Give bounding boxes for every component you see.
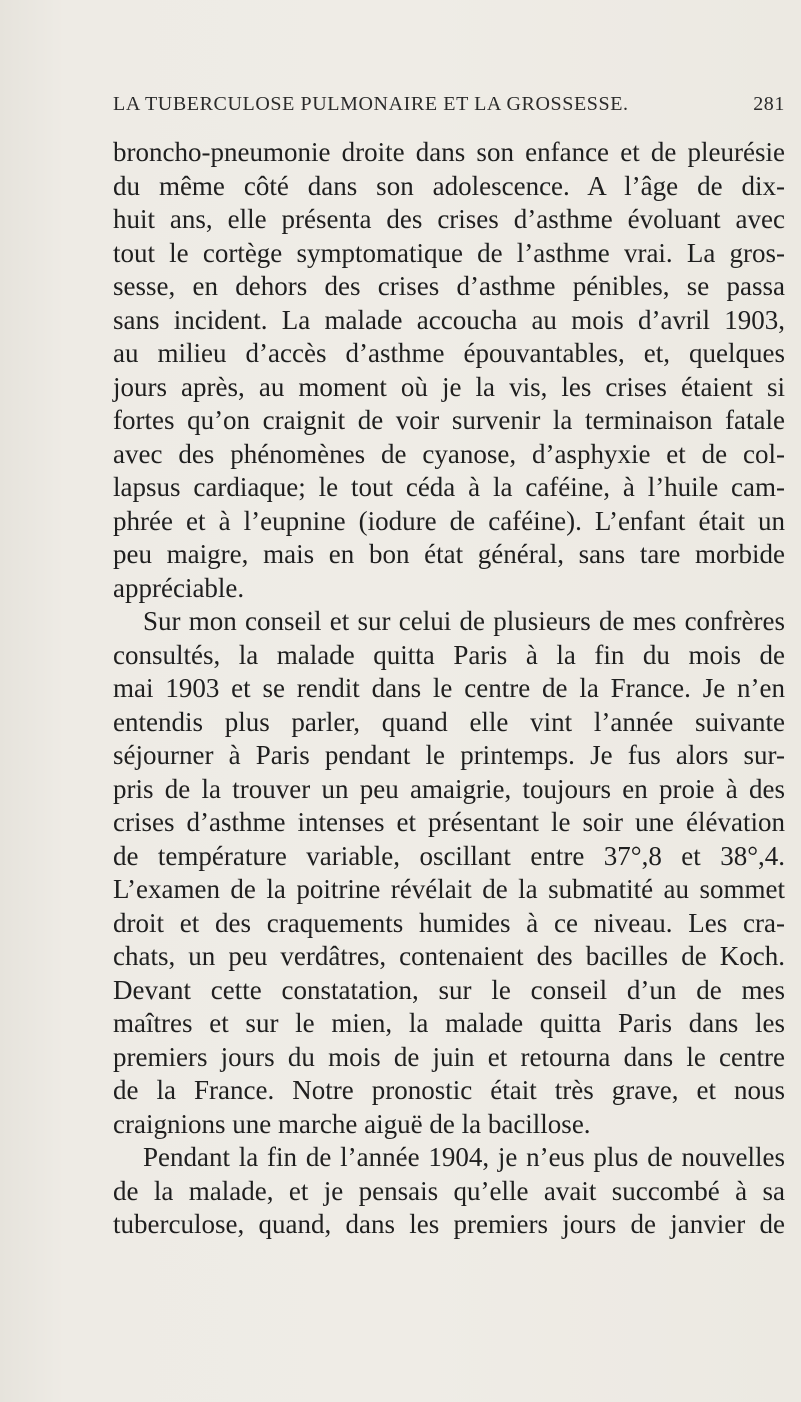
text-line: consultés, la malade quitta Paris à la fin du mois de xyxy=(113,639,785,670)
text-line: peu maigre, mais en bon état général, sans tare morbide xyxy=(113,539,785,569)
text-line: droit et des craquements humides à ce niveau. Les cra- xyxy=(113,907,785,938)
text-line: chats, un peu verdâtres, contenaient des bacilles de Koch. xyxy=(113,941,785,971)
text-line: avec des phénomènes de cyanose, d’asphyxie et de col- xyxy=(113,438,785,469)
text-line: huit ans, elle présenta des crises d’asthme évoluant avec xyxy=(113,204,785,234)
text-line: pris de la trouver un peu amaigrie, toujours en proie à des xyxy=(113,773,785,804)
text-line: maîtres et sur le mien, la malade quitta Paris dans les xyxy=(113,1008,785,1038)
running-head xyxy=(113,93,785,121)
text-line: du même côté dans son adolescence. A l’âge de dix- xyxy=(113,170,785,201)
page-number: 281 xyxy=(753,93,785,115)
text-line: entendis plus parler, quand elle vint l’année suivante xyxy=(113,706,785,737)
text-line: fortes qu’on craignit de voir survenir la terminaison fatale xyxy=(113,405,785,435)
text-line: appréciable. xyxy=(113,572,245,603)
text-line: crises d’asthme intenses et présentant le soir une élévation xyxy=(113,807,785,837)
text-line: jours après, au moment où je la vis, les crises étaient si xyxy=(113,371,785,402)
text-line: broncho-pneumonie droite dans son enfance et de pleurésie xyxy=(113,137,785,167)
text-line: mai 1903 et se rendit dans le centre de la France. Je n’en xyxy=(113,673,785,703)
body-text xyxy=(113,136,785,1242)
text-line: craignions une marche aiguë de la bacillose. xyxy=(113,1108,591,1139)
text-line: premiers jours du mois de juin et retourna dans le centre xyxy=(113,1041,785,1072)
text-line: Devant cette constatation, sur le conseil d’un de mes xyxy=(113,974,785,1005)
text-line: de la malade, et je pensais qu’elle avait succombé à sa xyxy=(113,1175,785,1206)
text-line: L’examen de la poitrine révélait de la submatité au sommet xyxy=(113,874,785,904)
text-line: de température variable, oscillant entre 37°,8 et 38°,4. xyxy=(113,840,785,871)
text-line: sans incident. La malade accoucha au mois d’avril 1903, xyxy=(113,304,785,335)
text-line: Sur mon conseil et sur celui de plusieurs de mes confrères xyxy=(143,606,785,636)
text-line: tuberculose, quand, dans les premiers jours de janvier de xyxy=(113,1209,785,1239)
text-line: tout le cortège symptomatique de l’asthme vrai. La gros- xyxy=(113,237,785,268)
text-line: Pendant la fin de l’année 1904, je n’eus plus de nouvelles xyxy=(143,1142,785,1172)
text-line: phrée et à l’eupnine (iodure de caféine). L’enfant était un xyxy=(113,505,785,536)
running-head-title: LA TUBERCULOSE PULMONAIRE ET LA GROSSESSE. xyxy=(113,93,629,115)
text-line: lapsus cardiaque; le tout céda à la caféine, à l’huile cam- xyxy=(113,472,785,502)
text-line: au milieu d’accès d’asthme épouvantables, et, quelques xyxy=(113,338,785,368)
text-line: de la France. Notre pronostic était très grave, et nous xyxy=(113,1075,785,1105)
text-line: sesse, en dehors des crises d’asthme pénibles, se passa xyxy=(113,271,785,301)
text-line: séjourner à Paris pendant le printemps. Je fus alors sur- xyxy=(113,740,785,770)
